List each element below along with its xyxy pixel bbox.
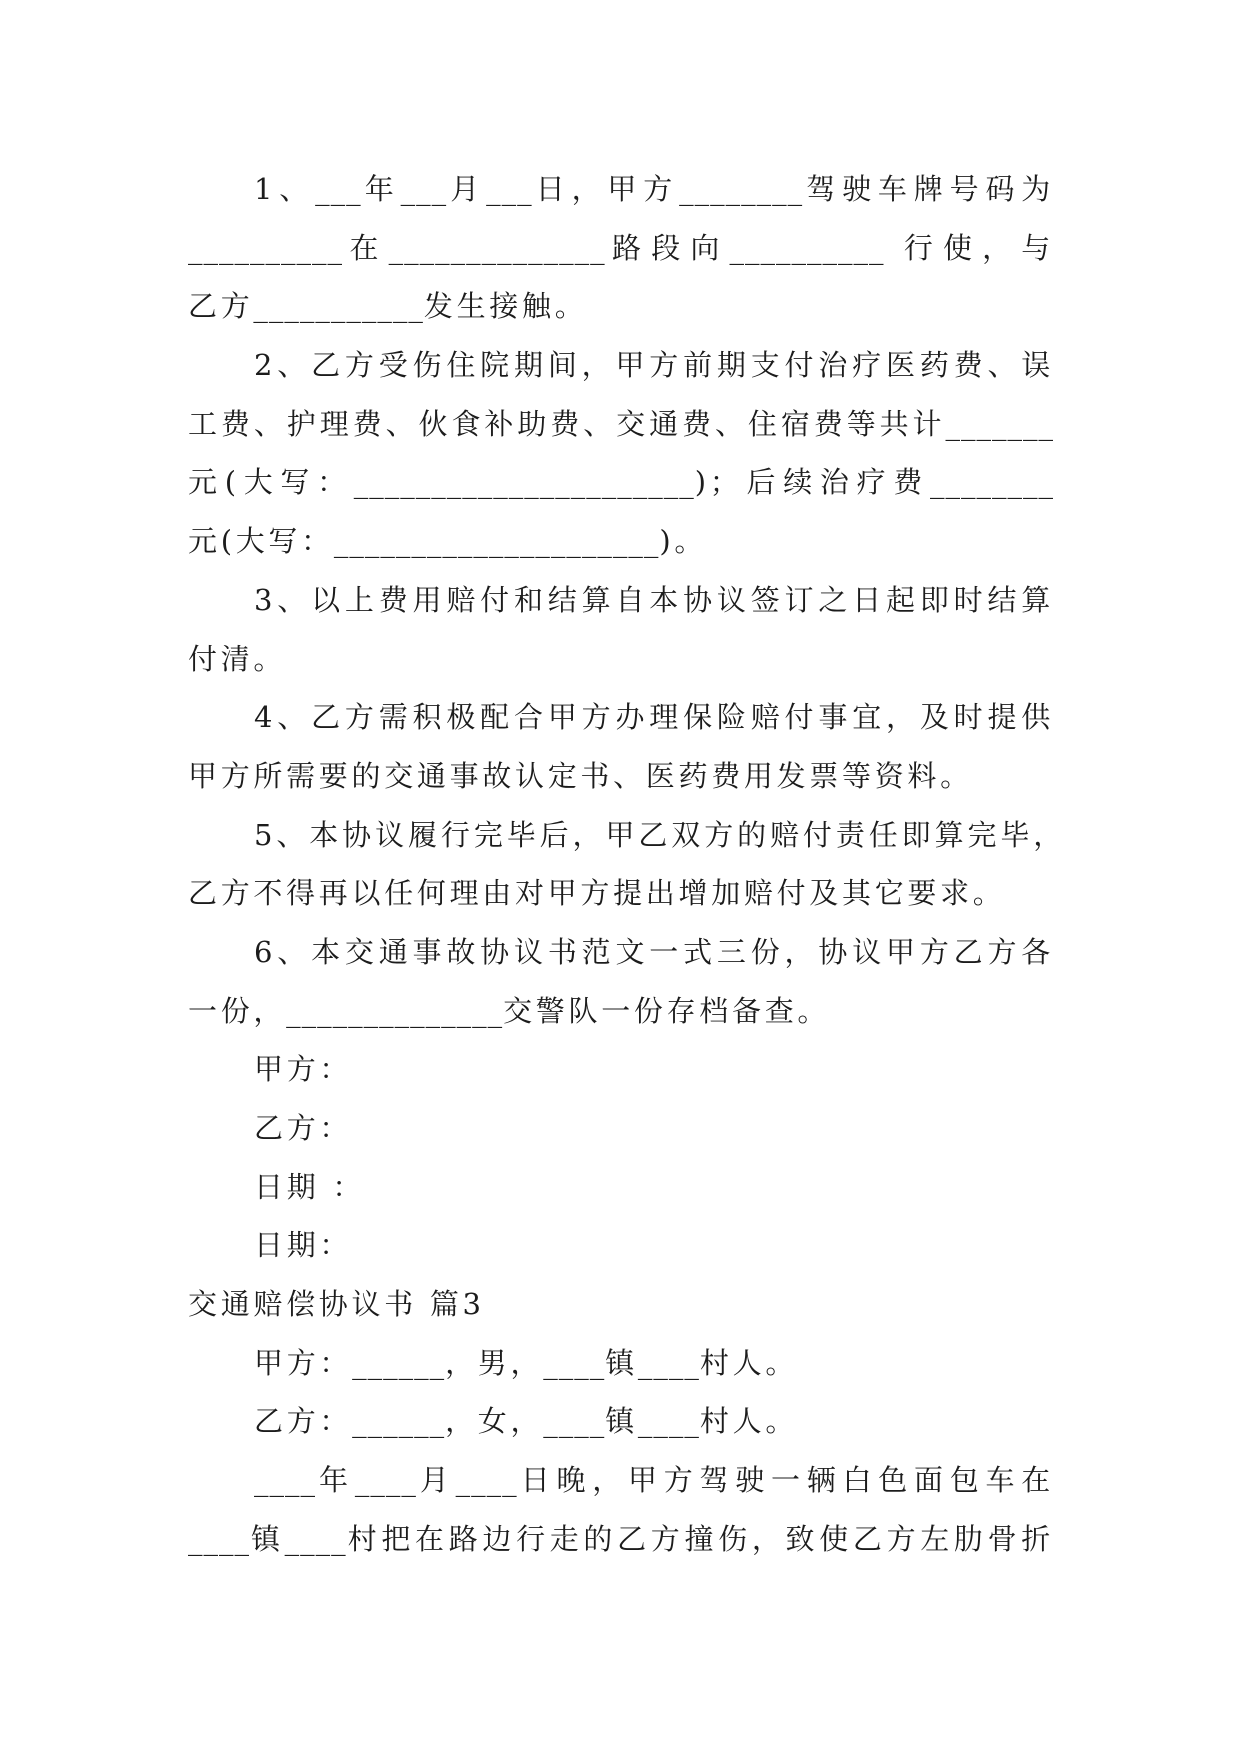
blank-field: _____________________ xyxy=(333,524,660,559)
blank-field: ______ xyxy=(352,1404,446,1439)
blank-field: ________ xyxy=(930,465,1054,500)
blank-field: ____ xyxy=(543,1345,606,1380)
clause-1-line-1: 1、___年___月___日，甲方________驾驶车牌号码为 xyxy=(254,172,1054,206)
blank-field: ____ xyxy=(284,1521,347,1556)
blank-field: ___ xyxy=(315,172,362,206)
clause-4-line-1: 4、乙方需积极配合甲方办理保险赔付事宜，及时提供 xyxy=(254,700,1054,735)
section-3-incident-line-1: ____年____月____日晚，甲方驾驶一辆白色面包车在 xyxy=(254,1463,1055,1498)
clause-5-line-1: 5、本协议履行完毕后，甲乙双方的赔付责任即算完毕， xyxy=(254,817,1066,852)
blank-field: ___________ xyxy=(253,289,424,324)
blank-field: ____ xyxy=(254,1463,316,1498)
clause-2-line-3: 元(大写：______________________)；后续治疗费________ xyxy=(188,465,1054,500)
section-3-party-a: 甲方：______，男，____镇____村人。 xyxy=(254,1345,799,1380)
clause-6-line-1: 6、本交通事故协议书范文一式三份，协议甲方乙方各 xyxy=(254,934,1054,969)
clause-2-line-2: 工费、护理费、伙食补助费、交通费、住宿费等共计_______ xyxy=(188,406,1054,441)
clause-6-line-2: 一份，______________交警队一份存档备查。 xyxy=(188,993,831,1028)
blank-field: ____ xyxy=(455,1463,518,1498)
blank-field: ______________ xyxy=(388,230,606,265)
blank-field: ______________________ xyxy=(353,465,695,500)
clause-1-line-2: __________在______________路段向__________ 行使，与 xyxy=(188,230,1055,265)
section-3-title: 交通赔偿协议书 篇3 xyxy=(188,1287,485,1322)
blank-field: ____ xyxy=(354,1463,417,1498)
blank-field: __________ xyxy=(188,230,343,265)
section-3-party-b: 乙方：______，女，____镇____村人。 xyxy=(254,1404,799,1439)
document-page xyxy=(188,160,1066,1569)
clause-5-line-2: 乙方不得再以任何理由对甲方提出增加赔付及其它要求。 xyxy=(188,876,1006,911)
blank-field: ____ xyxy=(188,1521,250,1556)
clause-3-line-2: 付清。 xyxy=(188,641,287,676)
blank-field: ____ xyxy=(637,1404,700,1439)
clause-1-line-3: 乙方___________发生接触。 xyxy=(188,289,588,324)
blank-field: ___ xyxy=(486,172,533,206)
clause-2-line-4: 元(大写：_____________________)。 xyxy=(188,524,708,559)
blank-field: ____ xyxy=(543,1404,606,1439)
section-3-incident-line-2: ____镇____村把在路边行走的乙方撞伤，致使乙方左肋骨折 xyxy=(188,1521,1055,1556)
blank-field: __________ xyxy=(729,230,885,265)
blank-field: ____ xyxy=(637,1345,700,1380)
signature-date-2: 日期： xyxy=(254,1228,353,1263)
blank-field: _______ xyxy=(945,406,1054,441)
blank-field: ______ xyxy=(352,1345,446,1380)
signature-date-1: 日期 ： xyxy=(254,1169,366,1204)
blank-field: ______________ xyxy=(286,993,504,1028)
clause-3-line-1: 3、以上费用赔付和结算自本协议签订之日起即时结算 xyxy=(254,582,1054,617)
clause-4-line-2: 甲方所需要的交通事故认定书、医药费用发票等资料。 xyxy=(188,758,973,793)
signature-party-b: 乙方： xyxy=(254,1111,353,1145)
blank-field: ___ xyxy=(400,172,448,206)
clause-2-line-1: 2、乙方受伤住院期间，甲方前期支付治疗医药费、误 xyxy=(254,348,1054,383)
blank-field: ________ xyxy=(679,172,804,206)
signature-party-a: 甲方： xyxy=(254,1052,353,1087)
